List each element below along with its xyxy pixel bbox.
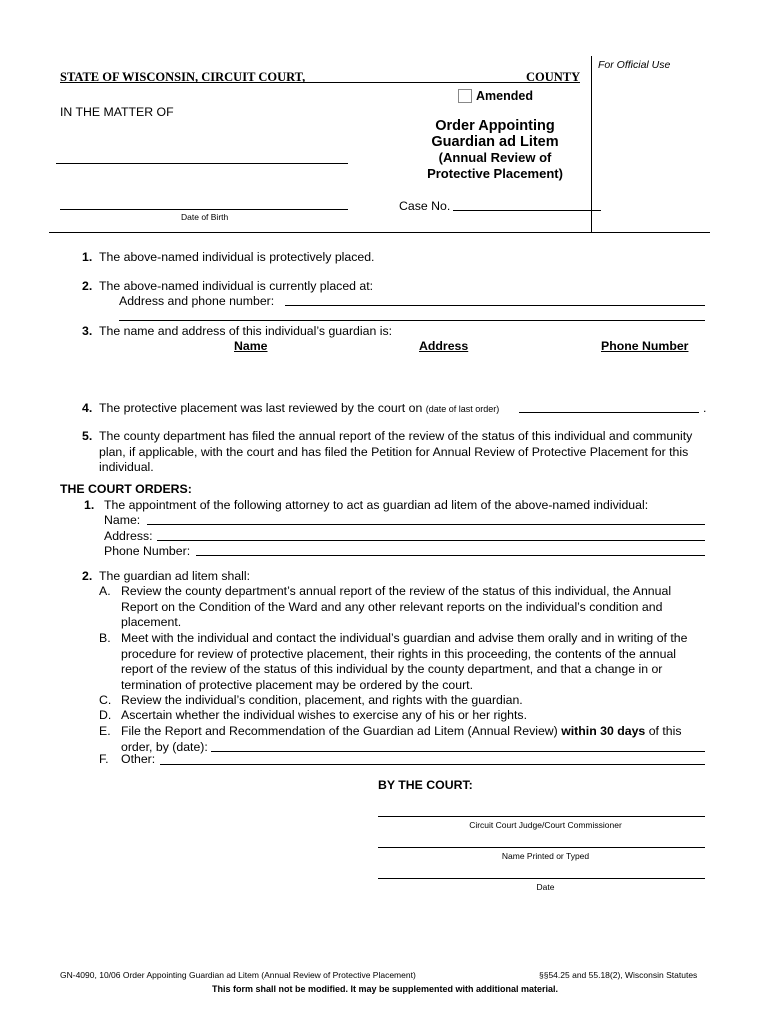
order-2e-deadline: within 30 days — [561, 724, 646, 738]
footer-statutes: §§54.25 and 55.18(2), Wisconsin Statutes — [539, 970, 698, 980]
title-line-1: Order Appointing — [435, 118, 555, 134]
dob-line[interactable] — [60, 209, 348, 210]
item-4-number: 4. — [82, 401, 93, 415]
item-5-line-3: individual. — [99, 460, 154, 474]
amended-checkbox[interactable] — [458, 89, 472, 103]
order-2a-text — [121, 584, 711, 631]
item-2-address-line-1[interactable] — [285, 305, 705, 306]
item-2-address-label: Address and phone number: — [119, 294, 275, 308]
order-1-text: The appointment of the following attorney to act as guardian ad litem of the above-named individual: — [104, 498, 649, 512]
item-5-text — [99, 429, 709, 476]
title-line-2: Guardian ad Litem — [431, 134, 559, 150]
case-no-line[interactable] — [453, 210, 601, 211]
item-1-number: 1. — [82, 250, 93, 264]
header-bottom-rule — [591, 232, 710, 233]
item-2-number: 2. — [82, 279, 93, 293]
order-2f-label: Other: — [121, 752, 156, 766]
item-3-number: 3. — [82, 324, 93, 338]
dob-label: Date of Birth — [181, 212, 229, 222]
by-the-court-label: BY THE COURT: — [378, 778, 473, 792]
name-printed-label: Name Printed or Typed — [501, 851, 590, 861]
order-2e-text — [121, 724, 682, 740]
gal-name-line[interactable] — [147, 524, 705, 525]
judge-signature-line[interactable] — [378, 816, 705, 817]
signature-date-line[interactable] — [378, 878, 705, 879]
form-title — [395, 118, 595, 182]
gal-name-label: Name: — [104, 513, 141, 527]
item-2-text: The above-named individual is currently placed at: — [99, 279, 374, 293]
official-use-label: For Official Use — [598, 59, 671, 71]
county-line[interactable] — [60, 82, 580, 83]
court-orders-heading: THE COURT ORDERS: — [60, 482, 192, 496]
order-2b-line-4: termination of protective placement may be ordered by the court. — [121, 677, 474, 692]
last-order-date-line[interactable] — [519, 412, 699, 413]
guardian-address-header: Address — [419, 339, 469, 353]
item-5-line-2: plan, if applicable, with the court and has filed the Petition for Annual Review of Protective Placement for this — [99, 444, 689, 459]
item-4-period: . — [703, 401, 707, 415]
item-4-main: The protective placement was last reviewed by the court on — [99, 401, 423, 415]
order-2e-date-line[interactable] — [211, 751, 705, 752]
order-2d-letter: D. — [99, 708, 112, 722]
guardian-phone-header: Phone Number — [601, 339, 689, 353]
gal-phone-line[interactable] — [196, 555, 705, 556]
order-2b-letter: B. — [99, 631, 111, 645]
item-4-small: (date of last order) — [425, 404, 500, 414]
item-5-line-1: The county department has filed the annual report of the review of the status of this individual and community — [99, 429, 693, 443]
county-label: COUNTY — [526, 70, 581, 84]
in-matter-label: IN THE MATTER OF — [60, 105, 174, 119]
gal-address-line[interactable] — [157, 540, 705, 541]
case-no-label: Case No. — [399, 199, 451, 213]
footer-form-id: GN-4090, 10/06 Order Appointing Guardian ad Litem (Annual Review of Protective Placement) — [60, 970, 416, 980]
order-2e-part-c: of this — [648, 724, 682, 738]
header-bottom-rule-left — [49, 232, 591, 233]
title-line-4: Protective Placement) — [427, 166, 563, 181]
order-2f-other-line[interactable] — [160, 764, 705, 765]
order-2c-text: Review the individual’s condition, placement, and rights with the guardian. — [121, 693, 523, 707]
order-2a-letter: A. — [99, 584, 111, 598]
order-2b-text — [121, 631, 711, 693]
item-5-number: 5. — [82, 429, 93, 443]
judge-signature-label: Circuit Court Judge/Court Commissioner — [469, 820, 622, 830]
item-4-text — [99, 401, 499, 418]
order-2a-line-1: Review the county department’s annual report of the review of the status of this individual, the Annual — [121, 584, 672, 598]
order-2b-line-1: Meet with the individual and contact the individual’s guardian and advise them orally and in writing of the — [121, 631, 688, 645]
order-2b-line-3: report of the review of the status of this individual by the county department, and that a change in or — [121, 662, 663, 676]
item-1-text: The above-named individual is protectively placed. — [99, 250, 375, 264]
item-2-address-line-2[interactable] — [119, 320, 705, 321]
title-line-3: (Annual Review of — [438, 150, 552, 165]
state-court-label: STATE OF WISCONSIN, CIRCUIT COURT, — [60, 70, 306, 84]
gal-address-label: Address: — [104, 529, 153, 543]
order-1-number: 1. — [84, 498, 95, 512]
guardian-name-header: Name — [234, 339, 268, 353]
order-2f-letter: F. — [99, 752, 109, 766]
order-2-text: The guardian ad litem shall: — [99, 569, 251, 583]
order-2d-text: Ascertain whether the individual wishes to exercise any of his or her rights. — [121, 708, 527, 722]
order-2a-line-3: placement. — [121, 615, 182, 629]
order-2e-letter: E. — [99, 724, 111, 738]
matter-name-line[interactable] — [56, 163, 348, 164]
order-2e-part-a: File the Report and Recommendation of the Guardian ad Litem (Annual Review) — [121, 724, 558, 738]
order-2a-line-2: Report on the Condition of the Ward and any other relevant reports on the individual’s condition and — [121, 599, 663, 614]
order-2b-line-2: procedure for review of protective placement, their rights in this proceeding, the contents of the annual — [121, 646, 677, 661]
name-printed-line[interactable] — [378, 847, 705, 848]
footer-notice: This form shall not be modified. It may be supplemented with additional material. — [211, 984, 559, 994]
order-2c-letter: C. — [99, 693, 112, 707]
item-3-text: The name and address of this individual’s guardian is: — [99, 324, 393, 338]
order-2-number: 2. — [82, 569, 93, 583]
signature-date-label: Date — [536, 882, 555, 892]
order-2e-date-label: order, by (date): — [121, 740, 208, 754]
gal-phone-label: Phone Number: — [104, 544, 191, 558]
amended-label: Amended — [476, 89, 533, 103]
